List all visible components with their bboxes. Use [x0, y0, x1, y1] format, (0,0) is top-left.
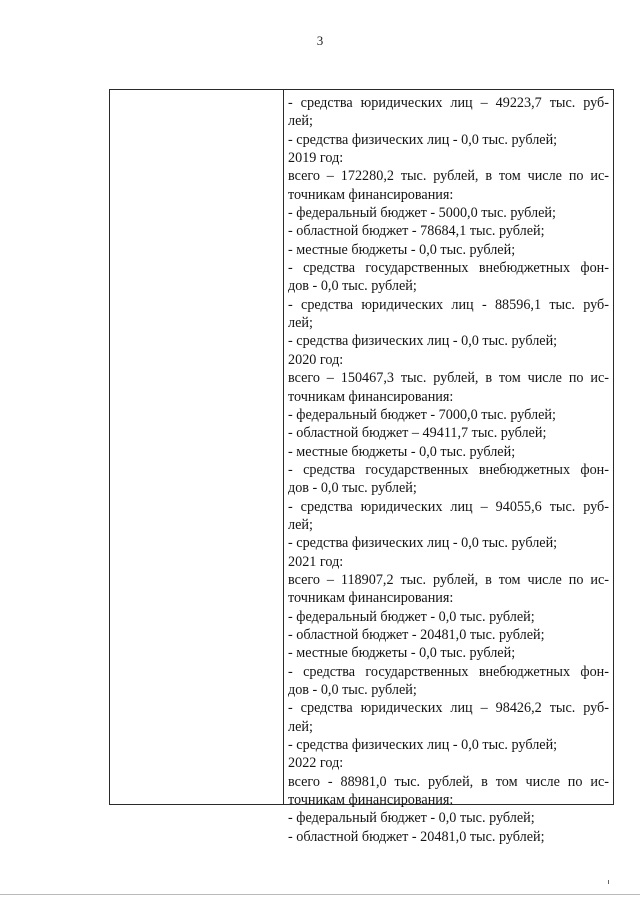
- page-bottom-edge: [0, 894, 640, 895]
- funding-line: - средства физических лиц - 0,0 тыс. рублей;: [288, 737, 558, 754]
- funding-line: - средства государственных внебюджетных фон-: [288, 663, 609, 680]
- funding-line: дов - 0,0 тыс. рублей;: [288, 278, 417, 295]
- funding-line: точникам финансирования:: [288, 388, 454, 405]
- funding-line: всего - 88981,0 тыс. рублей, в том числе по ис-: [288, 773, 609, 790]
- funding-line: лей;: [288, 113, 313, 130]
- funding-line: - областной бюджет – 49411,7 тыс. рублей;: [288, 425, 547, 442]
- funding-line: всего – 150467,3 тыс. рублей, в том числе по ис-: [288, 370, 609, 387]
- funding-line: - федеральный бюджет - 7000,0 тыс. рублей;: [288, 406, 556, 423]
- funding-line: - средства юридических лиц – 94055,6 тыс. руб-: [288, 498, 609, 515]
- funding-line: 2022 год:: [288, 755, 344, 772]
- funding-line: лей;: [288, 315, 313, 332]
- funding-line: - средства юридических лиц - 88596,1 тыс. руб-: [288, 296, 609, 313]
- funding-line: - местные бюджеты - 0,0 тыс. рублей;: [288, 241, 516, 258]
- funding-line: - средства юридических лиц – 98426,2 тыс. руб-: [288, 700, 609, 717]
- funding-table: [109, 89, 614, 845]
- funding-line: лей;: [288, 516, 313, 533]
- funding-line: дов - 0,0 тыс. рублей;: [288, 480, 417, 497]
- funding-line: - федеральный бюджет - 5000,0 тыс. рублей;: [288, 205, 556, 222]
- funding-line: всего – 118907,2 тыс. рублей, в том числе по ис-: [288, 571, 609, 588]
- scan-speck: [608, 880, 609, 884]
- funding-line: - средства физических лиц - 0,0 тыс. рублей;: [288, 535, 558, 552]
- funding-line: точникам финансирования:: [288, 792, 454, 809]
- funding-line: - средства государственных внебюджетных фон-: [288, 260, 609, 277]
- funding-line: точникам финансирования:: [288, 590, 454, 607]
- funding-line: - средства физических лиц - 0,0 тыс. рублей;: [288, 333, 558, 350]
- funding-line: 2020 год:: [288, 351, 344, 368]
- funding-line: - федеральный бюджет - 0,0 тыс. рублей;: [288, 810, 535, 827]
- funding-line: точникам финансирования:: [288, 186, 454, 203]
- funding-line: - средства юридических лиц – 49223,7 тыс. руб-: [288, 95, 609, 111]
- funding-line: 2021 год:: [288, 553, 344, 570]
- page-number: 3: [316, 33, 324, 48]
- funding-line: дов - 0,0 тыс. рублей;: [288, 682, 417, 698]
- funding-line: - областной бюджет - 20481,0 тыс. рублей;: [288, 626, 545, 643]
- table-left-cell: [110, 90, 283, 804]
- funding-line: - областной бюджет - 78684,1 тыс. рублей;: [288, 223, 545, 240]
- funding-line: - местные бюджеты - 0,0 тыс. рублей;: [288, 645, 516, 662]
- funding-line: лей;: [288, 718, 313, 735]
- funding-line: - средства физических лиц - 0,0 тыс. рублей;: [288, 131, 558, 148]
- funding-line: всего – 172280,2 тыс. рублей, в том числе по ис-: [288, 168, 609, 185]
- funding-line: - местные бюджеты - 0,0 тыс. рублей;: [288, 443, 516, 460]
- column-divider: [283, 90, 284, 804]
- funding-line: - средства государственных внебюджетных фон-: [288, 461, 609, 478]
- funding-line: 2019 год:: [288, 150, 344, 167]
- funding-line: - федеральный бюджет - 0,0 тыс. рублей;: [288, 608, 535, 625]
- funding-details-cell: [288, 94, 609, 846]
- funding-line: - областной бюджет - 20481,0 тыс. рублей;: [288, 828, 545, 845]
